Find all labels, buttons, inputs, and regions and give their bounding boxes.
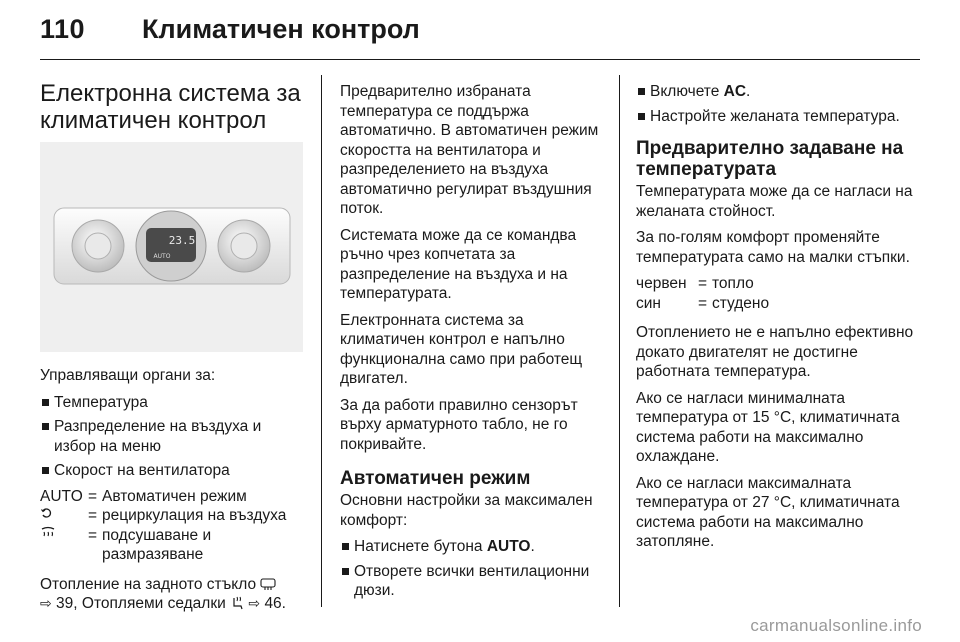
- paragraph: За да работи правилно сензорът върху арматурното табло, не го покривайте.: [340, 396, 578, 453]
- list-item: Настройте желаната температура.: [636, 107, 926, 127]
- column-2: [340, 82, 608, 607]
- list-item: Натиснете бутона AUTO.: [340, 537, 608, 557]
- list-item: Температура: [40, 393, 305, 413]
- rear-window-heating-icon: [260, 578, 276, 591]
- cross-reference: [40, 575, 305, 614]
- paragraph: Отоплението не е напълно ефективно докато двигателят не достигне работната температура.: [636, 324, 914, 380]
- column-divider-1: [321, 75, 322, 607]
- legend-key: AUTO: [40, 487, 83, 505]
- paragraph: Системата може да се командва ръчно чрез копчетата за разпределение на въздуха и на температурата.: [340, 226, 577, 302]
- legend-row: = подсушаване и размразяване: [40, 526, 305, 565]
- auto-button-label: AUTO: [486, 538, 531, 555]
- heated-seat-icon: [230, 596, 244, 610]
- paragraph: Електронната система за климатичен контрол е напълно функционална само при работещ двигател.: [340, 311, 583, 387]
- legend-row: син = студено: [636, 294, 770, 312]
- defrost-icon: [40, 526, 56, 540]
- column-1: [40, 80, 305, 614]
- paragraph: За по-голям комфорт променяйте температурата само на малки стъпки.: [636, 229, 910, 266]
- legend-value: Автоматичен режим: [102, 487, 247, 505]
- page-number: 110: [40, 14, 86, 44]
- controls-intro: Управляващи органи за:: [40, 367, 216, 384]
- legend-value: топло: [712, 275, 754, 292]
- page-header: [40, 14, 920, 54]
- climate-panel-illustration: [40, 142, 303, 352]
- reference-arrow-icon: ⇨: [40, 595, 52, 611]
- legend-value: рециркулация на въздуха: [102, 507, 287, 524]
- xref-text[interactable]: 46.: [264, 595, 286, 612]
- legend-value: студено: [712, 294, 770, 312]
- list-item: Включете AC.: [636, 82, 926, 102]
- preset-temperature-heading: Предварително задаване на температурата: [636, 138, 904, 180]
- running-title: Климатичен контрол: [142, 14, 420, 44]
- legend-row: AUTO = Автоматичен режим: [40, 487, 305, 507]
- auto-steps-list-continued: [636, 82, 926, 126]
- header-rule: [40, 59, 920, 60]
- display-temperature: 23.5: [168, 234, 196, 247]
- legend-key: син: [636, 294, 661, 312]
- legend-key: червен: [636, 275, 687, 292]
- temperature-legend: [636, 274, 769, 313]
- button-legend: [40, 487, 305, 565]
- paragraph: Температурата може да се нагласи на желаната стойност.: [636, 183, 913, 220]
- legend-value: подсушаване и размразяване: [102, 526, 212, 563]
- legend-row: червен = топло: [636, 274, 769, 294]
- list-item: Скорост на вентилатора: [40, 461, 305, 481]
- paragraph: Основни настройки за максимален комфорт:: [340, 492, 593, 529]
- column-divider-2: [619, 75, 620, 607]
- xref-text[interactable]: 39, Отопляеми седалки: [56, 595, 226, 612]
- column-3: [636, 82, 926, 559]
- paragraph: Ако се нагласи минималната температура от 15 °C, климатичната система работи на максимално охлаждане.: [636, 389, 900, 465]
- climate-control-panel-photo: [40, 142, 303, 352]
- paragraph: Предварително избраната температура се поддържа автоматично. В автоматичен режим скоростта на вентилатора и разпределението на въздуха автоматично регулират въздушния поток.: [340, 83, 599, 217]
- legend-row: = рециркулация на въздуха: [40, 506, 305, 526]
- auto-mode-heading: Автоматичен режим: [340, 468, 531, 489]
- xref-text: Отопление на задното стъкло: [40, 575, 257, 593]
- display-auto-label: AUTO: [153, 253, 171, 260]
- section-heading: Електронна система за климатичен контрол: [40, 80, 301, 134]
- controls-list: [40, 393, 305, 481]
- list-item: Отворете всички вентилационни дюзи.: [340, 562, 608, 601]
- recirculation-icon: [40, 506, 54, 520]
- reference-arrow-icon: ⇨: [248, 595, 261, 611]
- auto-steps-list: [340, 537, 608, 601]
- list-item: Разпределение на въздуха и избор на меню: [40, 417, 305, 456]
- watermark: carmanualsonline.info: [750, 616, 922, 635]
- paragraph: Ако се нагласи максималната температура от 27 °C, климатичната система работи на максимално затопляне.: [636, 474, 900, 550]
- ac-button-label: AC: [723, 83, 747, 100]
